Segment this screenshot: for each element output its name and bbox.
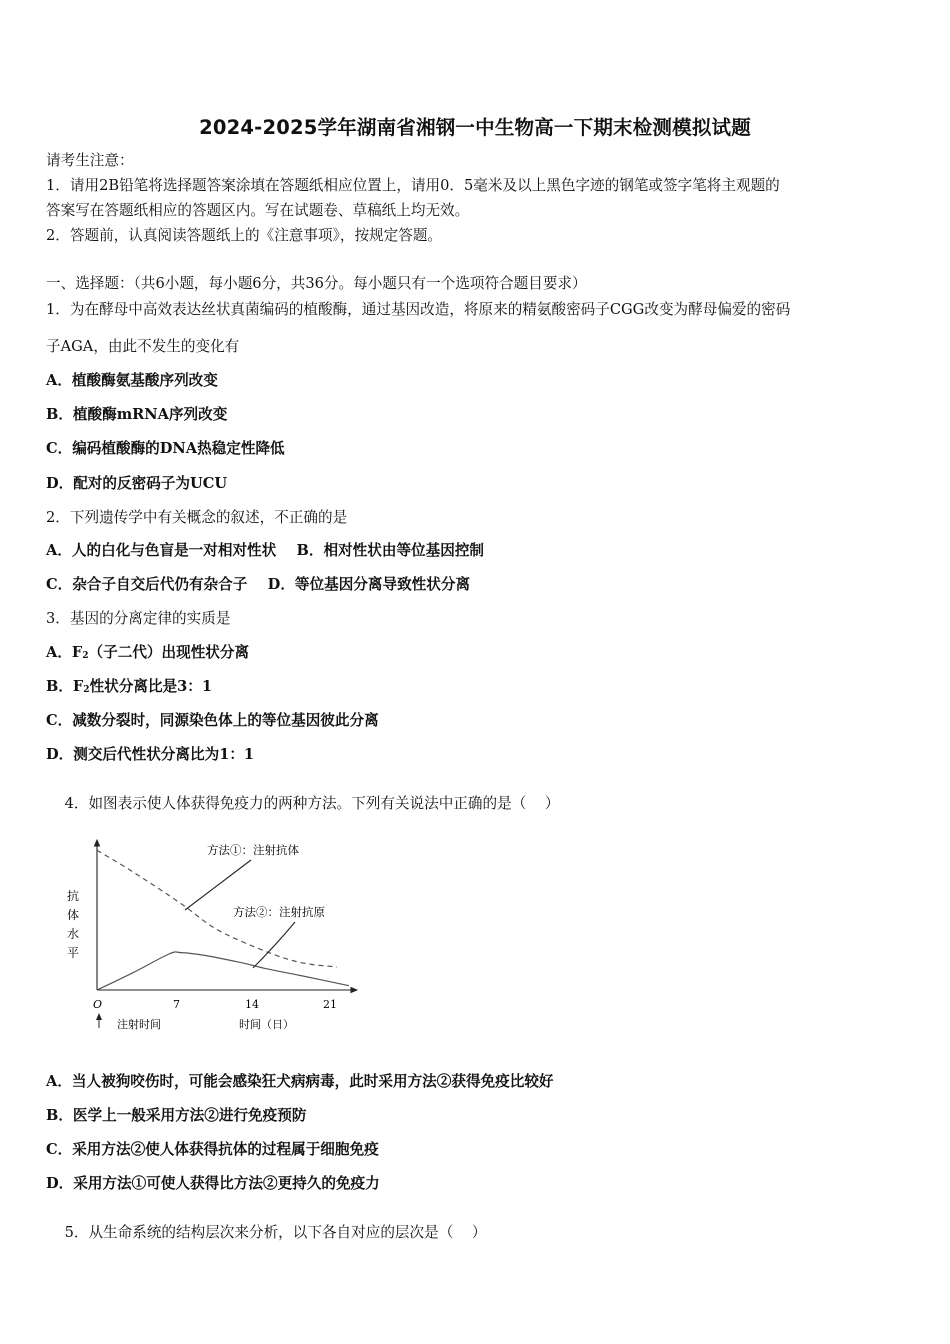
q4-option-b: B．医学上一般采用方法②进行免疫预防 xyxy=(46,1107,307,1124)
question-3-stem xyxy=(46,612,230,627)
option-text: 性状分离比是3：1 xyxy=(89,678,213,695)
question-2-stem xyxy=(46,511,347,526)
q3-option-a xyxy=(46,646,249,661)
question-4-stem xyxy=(46,782,559,826)
question-number: 2． xyxy=(46,509,70,526)
q4-option-d: D．采用方法①可使人获得比方法②更持久的免疫力 xyxy=(46,1175,380,1192)
section-heading: 一、选择题：（共6小题，每小题6分，共36分。每小题只有一个选项符合题目要求） xyxy=(46,275,587,292)
y-label-char: 抗 xyxy=(67,889,80,903)
x-tick-label: 21 xyxy=(323,998,337,1011)
q4-option-a: A．当人被狗咬伤时，可能会感染狂犬病病毒，此时采用方法②获得免疫比较好 xyxy=(46,1073,554,1090)
question-5-stem xyxy=(46,1211,486,1255)
notice-item-1-line-1: 1．请用2B铅笔将选择题答案涂填在答题纸相应位置上，请用0．5毫米及以上黑色字迹的钢笔或签字笔将主观题的 xyxy=(46,177,780,194)
question-1-stem-cont: 子AGA，由此不发生的变化有 xyxy=(46,338,240,355)
question-1-stem xyxy=(46,303,790,318)
x-axis-label: 时间（日） xyxy=(239,1018,294,1031)
q2-options-row-2: C．杂合子自交后代仍有杂合子 D．等位基因分离导致性状分离 xyxy=(46,576,471,593)
question-text: 如图表示使人体获得免疫力的两种方法。下列有关说法中正确的是（ ） xyxy=(88,794,560,812)
y-label-char: 平 xyxy=(67,946,80,960)
y-label-char: 体 xyxy=(67,908,80,922)
series-method-2-line xyxy=(97,952,349,990)
question-number: 3． xyxy=(46,610,70,627)
q3-option-d: D．测交后代性状分离比为1：1 xyxy=(46,746,255,763)
q1-option-b: B．植酸酶mRNA序列改变 xyxy=(46,406,228,423)
option-prefix: B．F xyxy=(46,678,84,695)
q1-option-a: A．植酸酶氨基酸序列改变 xyxy=(46,372,218,389)
subscript: 2 xyxy=(82,651,89,661)
x-tick-label: O xyxy=(93,998,103,1011)
question-text: 为在酵母中高效表达丝状真菌编码的植酸酶，通过基因改造，将原来的精氨酸密码子CGG改变为酵母偏爱的密码 xyxy=(69,301,791,318)
antibody-level-chart xyxy=(55,828,375,1038)
option-prefix: A．F xyxy=(46,644,83,661)
subscript: 2 xyxy=(83,685,90,695)
x-tick-label: 14 xyxy=(245,998,259,1011)
q1-option-c: C．编码植酸酶的DNA热稳定性降低 xyxy=(46,440,285,457)
page-title: 2024-2025学年湖南省湘钢一中生物高一下期末检测模拟试题 xyxy=(199,116,751,139)
leader-line-2 xyxy=(253,922,295,968)
q4-option-c: C．采用方法②使人体获得抗体的过程属于细胞免疫 xyxy=(46,1141,379,1158)
question-number: 4． xyxy=(64,794,89,812)
series-label-method-2: 方法②：注射抗原 xyxy=(233,905,325,919)
question-text: 基因的分离定律的实质是 xyxy=(69,610,231,627)
question-number: 5． xyxy=(64,1223,89,1241)
notice-item-2: 2．答题前，认真阅读答题纸上的《注意事项》，按规定答题。 xyxy=(46,227,443,244)
injection-label: 注射时间 xyxy=(117,1018,161,1031)
question-text: 下列遗传学中有关概念的叙述，不正确的是 xyxy=(69,509,348,526)
q3-option-b xyxy=(46,680,212,695)
leader-line-1 xyxy=(185,860,251,910)
q3-option-c: C．减数分裂时，同源染色体上的等位基因彼此分离 xyxy=(46,712,379,729)
question-number: 1． xyxy=(46,301,70,318)
x-tick-label: 7 xyxy=(173,998,180,1011)
q2-options-row-1: A．人的白化与色盲是一对相对性状 B．相对性状由等位基因控制 xyxy=(46,542,485,559)
notice-item-1-line-2: 答案写在答题纸相应的答题区内。写在试题卷、草稿纸上均无效。 xyxy=(46,202,470,219)
series-label-method-1: 方法①：注射抗体 xyxy=(207,843,299,857)
question-text: 从生命系统的结构层次来分析，以下各自对应的层次是（ ） xyxy=(88,1223,487,1241)
q1-option-d: D．配对的反密码子为UCU xyxy=(46,475,228,492)
y-label-char: 水 xyxy=(67,927,80,941)
option-text: （子二代）出现性状分离 xyxy=(88,644,250,661)
notice-heading: 请考生注意： xyxy=(46,152,134,169)
